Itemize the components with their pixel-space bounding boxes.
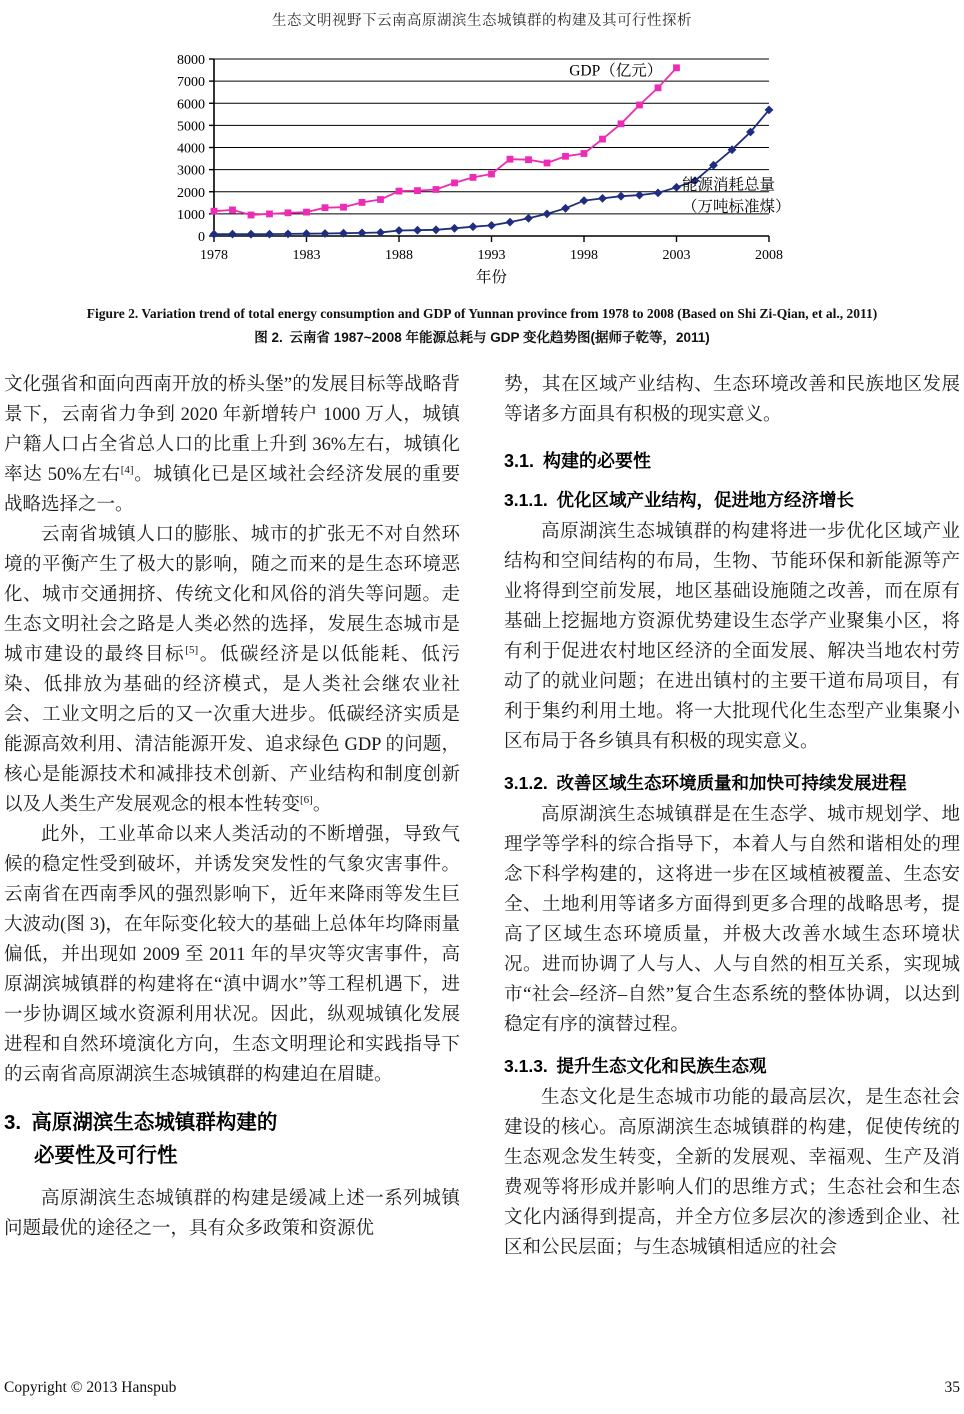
svg-text:年份: 年份 xyxy=(475,269,508,286)
svg-text:（万吨标准煤）: （万吨标准煤） xyxy=(682,198,791,216)
svg-text:1993: 1993 xyxy=(477,248,506,263)
figure-caption-en: Figure 2. Variation trend of total energy consumption and GDP of Yunnan province from 1978 to 2008 (Based on Shi Zi-Qian, et al., 2011) xyxy=(86,306,878,321)
right-column xyxy=(504,370,960,1263)
svg-text:1998: 1998 xyxy=(570,248,598,263)
svg-text:8000: 8000 xyxy=(177,53,205,68)
svg-text:1978: 1978 xyxy=(200,248,228,263)
svg-text:6000: 6000 xyxy=(177,97,205,113)
svg-text:1988: 1988 xyxy=(385,248,413,263)
section-3-heading xyxy=(4,1106,460,1172)
paragraph: 此外，工业革命以来人类活动的不断增强，导致气候的稳定性受到破坏，并诱发突发性的气象灾害事件。云南省在西南季风的强烈影响下，近年来降雨等发生巨大波动(图 3)，在年际变化较大的基础上总体年均降雨量偏低，并出现如 2009 至 2011 年的旱灾等灾害事件，高原湖滨城镇群的构建将在“滇中调水”等工程机遇下，进一步协调区域水资源利用状况。因此，纵观城镇化发展进程和自然环境演化方向，生态文明理论和实践指导下的云南省高原湖滨生态城镇群的构建迫在眉睫。 xyxy=(4,825,460,1085)
paragraph: 生态文化是生态城市功能的最高层次，是生态社会建设的核心。高原湖滨生态城镇群的构建，促使传统的生态观念发生转变，全新的发展观、幸福观、生产及消费观等将形成并影响人们的思维方式；生态社会和生态文化内涵得到提高，并全方位多层次的渗透到企业、社区和公民层面；与生态城镇相适应的社会 xyxy=(504,1088,960,1258)
page-footer xyxy=(4,1379,960,1397)
paragraph: 云南省城镇人口的膨胀、城市的扩张无不对自然环境的平衡产生了极大的影响，随之而来的是生态环境恶化、城市交通拥挤、传统文化和风俗的消失等问题。走生态文明社会之路是人类必然的选择，发展生态城市是城市建设的最终目标[5]。低碳经济是以低能耗、低污染、低排放为基础的经济模式，是人类社会继农业社会、工业文明之后的又一次重大进步。低碳经济实质是能源高效利用、清洁能源开发、追求绿色 GDP 的问题，核心是能源技术和减排技术创新、产业结构和制度创新以及人类生产发展观念的根本性转变[6]。 xyxy=(4,525,460,815)
figure2-chart-svg xyxy=(148,52,838,290)
svg-text:3000: 3000 xyxy=(177,163,205,179)
paragraph: 高原湖滨生态城镇群的构建是缓减上述一系列城镇问题最优的途径之一，具有众多政策和资源优 xyxy=(4,1189,460,1239)
body-columns xyxy=(0,370,964,1263)
section-3-1-3-heading: 3.1.3. 提升生态文化和民族生态观 xyxy=(504,1056,767,1076)
section-3-1-heading: 3.1. 构建的必要性 xyxy=(504,451,652,471)
paragraph: 高原湖滨生态城镇群的构建将进一步优化区域产业结构和空间结构的布局，生物、节能环保和新能源等产业将得到空前发展，地区基础设施随之改善，而在原有基础上挖掘地方资源优势建设生态学产业聚集小区，将有利于促进农村地区经济的全面发展、解决当地农村劳动了的就业问题；在进出镇村的主要干道布局项目，有利于集约利用土地。将一大批现代化生态型产业集聚小区布局于各乡镇具有积极的现实意义。 xyxy=(504,522,960,752)
page-title: 生态文明视野下云南高原湖滨生态城镇群的构建及其可行性探析 xyxy=(272,13,692,29)
svg-text:GDP（亿元）: GDP（亿元） xyxy=(569,62,663,80)
section-3-1-1-heading: 3.1.1. 优化区域产业结构，促进地方经济增长 xyxy=(504,490,855,510)
svg-text:5000: 5000 xyxy=(177,119,205,135)
section-3-1-2-heading: 3.1.2. 改善区域生态环境质量和加快可持续发展进程 xyxy=(504,773,907,793)
svg-text:2003: 2003 xyxy=(662,248,691,263)
svg-text:0: 0 xyxy=(198,230,205,245)
svg-text:1983: 1983 xyxy=(292,248,321,263)
paragraph: 文化强省和面向西南开放的桥头堡”的发展目标等战略背景下，云南省力争到 2020 年新增转户 1000 万人，城镇户籍人口占全省总人口的比重上升到 36%左右，城镇化率达 50%左右[4]。城镇化已是区域社会经济发展的重要战略选择之一。 xyxy=(4,375,460,515)
figure-caption-zh: 图 2. 云南省 1987~2008 年能源总耗与 GDP 变化趋势图(据师子乾等，2011) xyxy=(254,330,710,345)
svg-text:4000: 4000 xyxy=(177,141,205,157)
heading-line: 必要性及可行性 xyxy=(34,1144,178,1167)
left-column xyxy=(4,370,460,1263)
footer-copyright: Copyright © 2013 Hanspub xyxy=(4,1379,177,1396)
heading-line: 3. 高原湖滨生态城镇群构建的 xyxy=(4,1111,278,1134)
figure2-chart xyxy=(148,52,838,290)
svg-text:2008: 2008 xyxy=(755,248,783,263)
svg-text:能源消耗总量: 能源消耗总量 xyxy=(682,176,776,194)
svg-text:1000: 1000 xyxy=(177,207,205,223)
footer-page-number: 35 xyxy=(944,1379,960,1396)
svg-text:7000: 7000 xyxy=(177,75,205,91)
paragraph: 高原湖滨生态城镇群是在生态学、城市规划学、地理学等学科的综合指导下，本着人与自然和谐相处的理念下科学构建的，这将进一步在区域植被覆盖、生态安全、土地利用等诸多方面得到更多合理的战略思考，提高了区域生态环境质量，并极大改善水域生态环境状况。进而协调了人与人、人与自然的相互关系，实现城市“社会–经济–自然”复合生态系统的整体协调，以达到稳定有序的演替过程。 xyxy=(504,805,960,1035)
paragraph: 势，其在区域产业结构、生态环境改善和民族地区发展等诸多方面具有积极的现实意义。 xyxy=(504,375,960,425)
svg-text:2000: 2000 xyxy=(177,185,205,201)
